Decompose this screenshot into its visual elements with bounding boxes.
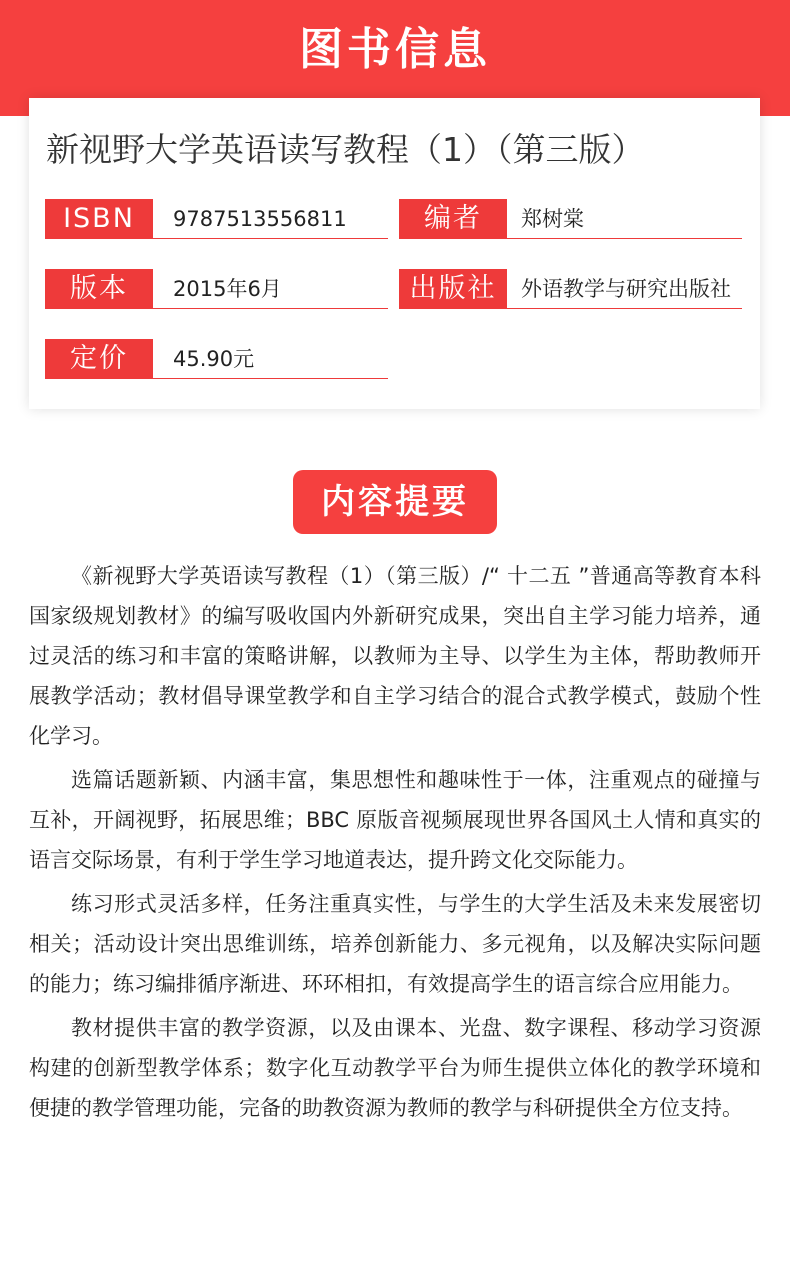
field-underline xyxy=(507,238,742,239)
field-underline xyxy=(153,238,388,239)
isbn-value: 9787513556811 xyxy=(173,207,347,231)
publisher-label: 出版社 xyxy=(399,269,507,309)
summary-text xyxy=(29,556,761,1132)
price-value: 45.90元 xyxy=(173,347,255,371)
book-title: 新视野大学英语读写教程（1）（第三版） xyxy=(46,130,645,169)
publisher-field xyxy=(399,269,742,309)
section-title-book-info: 图书信息 xyxy=(299,24,491,75)
edition-label: 版本 xyxy=(45,269,153,309)
summary-paragraph: 选篇话题新颖、内涵丰富，集思想性和趣味性于一体，注重观点的碰撞与互补，开阔视野，拓展思维；BBC 原版音视频展现世界各国风土人情和真实的语言交际场景，有利于学生学习地道表达，提升跨文化交际能力。 xyxy=(29,768,761,872)
price-label: 定价 xyxy=(45,339,153,379)
edition-field xyxy=(45,269,388,309)
editor-field xyxy=(399,199,742,239)
publisher-value: 外语教学与研究出版社 xyxy=(521,277,731,301)
isbn-field xyxy=(45,199,388,239)
field-underline xyxy=(507,308,742,309)
summary-paragraph: 练习形式灵活多样，任务注重真实性，与学生的大学生活及未来发展密切相关；活动设计突出思维训练，培养创新能力、多元视角，以及解决实际问题的能力；练习编排循序渐进、环环相扣，有效提高学生的语言综合应用能力。 xyxy=(29,892,761,996)
section-title-summary: 内容提要 xyxy=(293,470,497,534)
price-field xyxy=(45,339,388,379)
field-underline xyxy=(153,378,388,379)
edition-value: 2015年6月 xyxy=(173,277,282,301)
summary-paragraph: 《新视野大学英语读写教程（1）（第三版）/“ 十二五 ”普通高等教育本科国家级规划教材》的编写吸收国内外新研究成果，突出自主学习能力培养，通过灵活的练习和丰富的策略讲解，以教师为主导、以学生为主体，帮助教师开展教学活动；教材倡导课堂教学和自主学习结合的混合式教学模式，鼓励个性化学习。 xyxy=(29,564,761,748)
field-underline xyxy=(153,308,388,309)
isbn-label: ISBN xyxy=(45,199,153,239)
summary-paragraph: 教材提供丰富的教学资源，以及由课本、光盘、数字课程、移动学习资源构建的创新型教学体系；数字化互动教学平台为师生提供立体化的教学环境和便捷的教学管理功能，完备的助教资源为教师的教学与科研提供全方位支持。 xyxy=(29,1016,761,1120)
book-info-card xyxy=(29,98,760,409)
editor-label: 编者 xyxy=(399,199,507,239)
editor-value: 郑树棠 xyxy=(521,207,584,231)
